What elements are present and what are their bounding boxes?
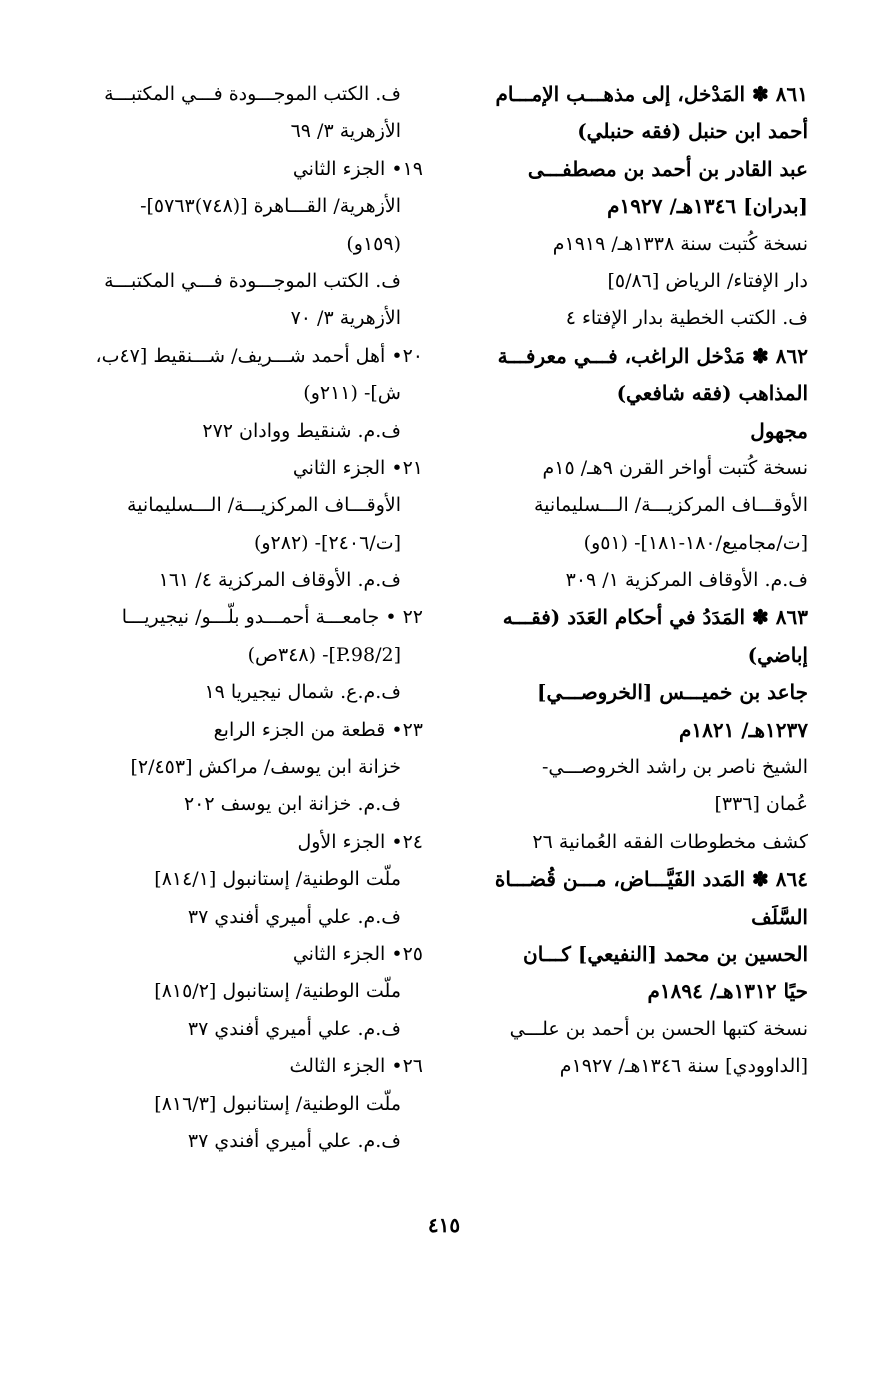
- right-column-line: السَّلَف: [751, 904, 808, 929]
- left-column-line: ٢٥• الجزء الثاني: [292, 942, 423, 965]
- right-column-line: ٨٦٢ ✽ مَدْخل الراغب، فـــي معرفـــة: [497, 343, 808, 368]
- left-column-line: ٢١• الجزء الثاني: [292, 456, 423, 479]
- right-column-line: حيًا ١٣١٢هـ/ ١٨٩٤م: [647, 979, 808, 1004]
- left-column-line: ٢٤• الجزء الأول: [297, 830, 423, 853]
- right-column-line: الأوقـــاف المركزيـــة/ الـــسليمانية: [534, 494, 808, 517]
- left-column-line: ملّت الوطنية/ إستانبول [٨١٦/٣]: [154, 1092, 401, 1115]
- right-column-line: [الداوودي] سنة ١٣٤٦هـ/ ١٩٢٧م: [559, 1055, 808, 1078]
- left-column-line: الأوقـــاف المركزيـــة/ الـــسليمانية: [127, 494, 401, 517]
- left-column-line: ف.م. علي أميري أفندي ٣٧: [187, 905, 401, 928]
- left-column-line: ف.م. شنقيط ووادان ٢٧٢: [202, 419, 401, 442]
- left-column-line: ش]- (٢١١و): [303, 382, 401, 405]
- left-column: [78, 76, 423, 1160]
- left-column-line: الأزهرية/ القـــاهرة [(٧٤٨)٥٧٦٣]-: [140, 195, 401, 218]
- left-column-line: ٢٣• قطعة من الجزء الرابع: [213, 718, 423, 741]
- left-column-line: ٢٠• أهل أحمد شـــريف/ شـــنقيط [٤٧ب،: [95, 344, 423, 367]
- right-column-line: ف.م. الأوقاف المركزية ١/ ٣٠٩: [565, 569, 808, 592]
- left-column-line: ١٩• الجزء الثاني: [292, 157, 423, 180]
- left-column-line: (١٥٩و): [346, 232, 401, 255]
- left-column-line: ف. الكتب الموجـــودة فـــي المكتبـــة: [104, 83, 401, 105]
- right-column-line: ١٢٣٧هـ/ ١٨٢١م: [678, 717, 808, 742]
- right-column-line: ٨٦٤ ✽ المَدد الفَيَّـــاض، مـــن قُضـــاة: [494, 867, 808, 892]
- right-column-line: نسخة كُتبت سنة ١٣٣٨هـ/ ١٩١٩م: [552, 232, 808, 255]
- left-column-line: ف. الكتب الموجـــودة فـــي المكتبـــة: [104, 269, 401, 292]
- left-column-line: خزانة ابن يوسف/ مراكش [٢/٤٥٣]: [130, 756, 401, 779]
- right-column-line: أحمد ابن حنبل (فقه حنبلي): [577, 119, 808, 144]
- right-column-line: الحسين بن محمد [النفيعي] كـــان: [523, 941, 808, 966]
- right-column-line: الشيخ ناصر بن راشد الخروصـــي-: [541, 756, 808, 779]
- right-column-line: [بدران] ١٣٤٦هـ/ ١٩٢٧م: [607, 194, 808, 219]
- right-column-line: دار الإفتاء/ الرياض [٥/٨٦]: [607, 269, 808, 292]
- left-column-line: ملّت الوطنية/ إستانبول [٨١٥/٢]: [154, 980, 401, 1003]
- left-column-line: ف.م. خزانة ابن يوسف ٢٠٢: [183, 793, 401, 816]
- right-column-line: عبد القادر بن أحمد بن مصطفـــى: [527, 156, 808, 181]
- left-column-line: ف.م. علي أميري أفندي ٣٧: [187, 1017, 401, 1040]
- left-column-line: [P.98/2]- (٣٤٨ص): [247, 643, 401, 666]
- left-column-line: الأزهرية ٣/ ٧٠: [290, 307, 401, 330]
- right-column-line: ٨٦١ ✽ المَدْخل، إلى مذهـــب الإمـــام: [495, 82, 808, 106]
- left-column-line: ٢٢ • جامعـــة أحمـــدو بلّـــو/ نيجيريـــا: [121, 606, 423, 629]
- left-column-line: الأزهرية ٣/ ٦٩: [290, 120, 401, 143]
- left-column-line: ٢٦• الجزء الثالث: [289, 1055, 423, 1078]
- right-column-line: عُمان [٣٣٦]: [714, 793, 808, 816]
- page-number: ٤١٥: [427, 1213, 461, 1237]
- right-column-line: كشف مخطوطات الفقه العُمانية ٢٦: [532, 830, 808, 853]
- right-column-line: نسخة كُتبت أواخر القرن ٩هـ/ ١٥م: [542, 456, 808, 479]
- right-column-line: مجهول: [750, 418, 808, 443]
- right-column-line: ف. الكتب الخطية بدار الإفتاء ٤: [565, 307, 808, 330]
- right-column-line: إباضي): [747, 642, 808, 667]
- right-column-line: [ت/مجاميع/١٨٠-١٨١]- (٥١و): [583, 531, 808, 554]
- left-column-line: ملّت الوطنية/ إستانبول [٨١٤/١]: [154, 868, 401, 891]
- right-column-line: المذاهب (فقه شافعي): [616, 381, 808, 406]
- right-column-line: ٨٦٣ ✽ المَدَدُ في أحكام العَدَد (فقـــه: [502, 605, 808, 630]
- left-column-line: ف.م. علي أميري أفندي ٣٧: [187, 1129, 401, 1152]
- right-column-line: نسخة كتبها الحسن بن أحمد بن علـــي: [509, 1017, 808, 1040]
- left-column-line: ف.م.ع. شمال نيجيريا ١٩: [204, 681, 401, 704]
- right-column-line: جاعد بن خميـــس [الخروصـــي]: [536, 680, 808, 705]
- right-column: [463, 76, 808, 1086]
- left-column-line: [ت/٢٤٠٦]- (٢٨٢و): [253, 531, 401, 554]
- left-column-line: ف.م. الأوقاف المركزية ٤/ ١٦١: [158, 569, 401, 592]
